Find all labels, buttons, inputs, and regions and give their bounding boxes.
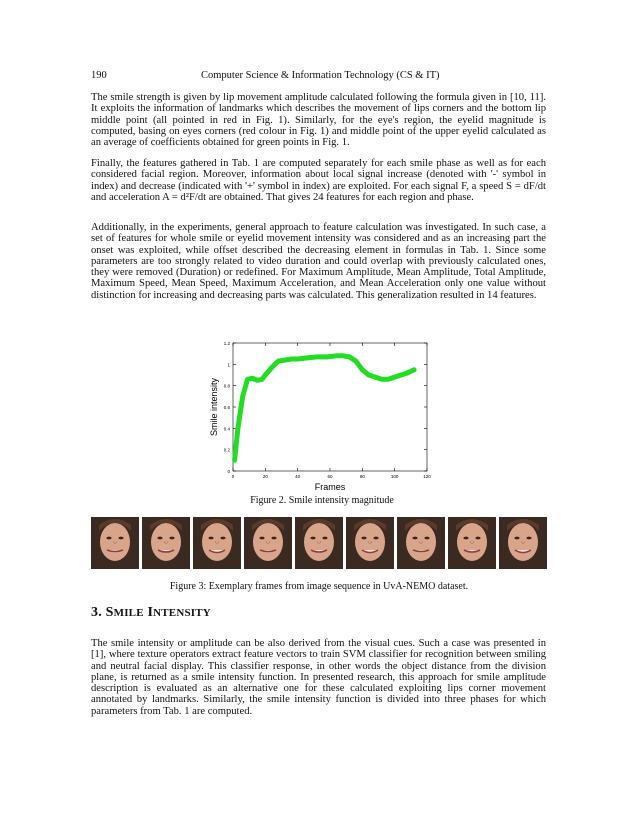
face-frame xyxy=(193,517,241,569)
section-heading xyxy=(91,605,211,621)
face-image xyxy=(193,517,241,569)
face-image xyxy=(499,517,547,569)
x-axis-label: Frames xyxy=(314,482,346,492)
x-tick-label: 100 xyxy=(390,474,399,479)
face-frame-strip xyxy=(91,517,547,571)
face-frame xyxy=(142,517,190,569)
face-image xyxy=(244,517,292,569)
face-frame xyxy=(346,517,394,569)
face-frame xyxy=(295,517,343,569)
smile-intensity-series-line xyxy=(235,356,415,461)
smile-intensity-chart xyxy=(195,335,445,495)
face-frame xyxy=(448,517,496,569)
figure-2-caption: Figure 2. Smile intensity magnitude xyxy=(250,495,394,506)
face-image xyxy=(397,517,445,569)
face-frame xyxy=(91,517,139,569)
face-image xyxy=(448,517,496,569)
face-frame xyxy=(244,517,292,569)
section-title-initial-1: S xyxy=(105,605,114,620)
section-title-rest-1: MILE xyxy=(113,607,144,619)
face-image xyxy=(346,517,394,569)
paragraph-2: Finally, the features gathered in Tab. 1 are computed separately for each smile phase as well as for each considered facial region. Moreover, information about local signal increase (denoted with '-' symbol in index) and decrease (indicated with '+' symbol in index) are exploited. For each signal F, a speed S = dF/dt and acceleration A = d²F/dt are obtained. That gives 24 features for each region and phase. xyxy=(91,158,546,203)
x-tick-label: 0 xyxy=(231,474,235,479)
paragraph-1: The smile strength is given by lip movement amplitude calculated following the formula given in [10, 11]. It exploits the information of landmarks which describes the movement of lips corners and the bottom lip middle point (all pointed in red in Fig. 1). Similarly, for the eye's region, the eyelid magnitude is computed, basing on eyes corners (red colour in Fig. 1) and middle point of the upper eyelid calculated as an average of coefficients obtained for green points in Fig. 1. xyxy=(91,92,546,149)
y-tick-label: 0.8 xyxy=(223,383,230,389)
section-title-rest-2: NTENSITY xyxy=(153,607,211,619)
face-frame xyxy=(397,517,445,569)
y-tick-label: 0 xyxy=(227,469,230,474)
figure-3-caption: Figure 3: Exemplary frames from image sequence in UvA-NEMO dataset. xyxy=(169,581,469,592)
face-frame xyxy=(499,517,547,569)
face-image xyxy=(142,517,190,569)
face-image xyxy=(295,517,343,569)
paragraph-4: The smile intensity or amplitude can be also derived from the visual cues. Such a case was presented in [1], where texture operators extract feature vectors to train SVM classifier for recognition between smiling and neutral facial display. This classifier response, in other words the object distance from the division plane, is returned as a smile intensity function. In presented research, this approach for smile amplitude description is evaluated as an alternative one for these calculated exploiting lips corner movement annotated by landmarks. Similarly, the smile intensity function is divided into three phases for which parameters from Tab. 1 are computed. xyxy=(91,638,546,717)
y-tick-label: 1.2 xyxy=(223,341,230,346)
y-tick-label: 0.2 xyxy=(223,447,230,453)
y-tick-label: 0.4 xyxy=(223,426,230,432)
page-number: 190 xyxy=(91,70,107,81)
plot-frame xyxy=(233,343,427,471)
section-title-initial-2: I xyxy=(147,605,154,620)
y-tick-label: 0.6 xyxy=(223,405,230,410)
y-axis-label: Smile intensity xyxy=(209,377,219,437)
x-tick-label: 60 xyxy=(327,474,333,479)
x-tick-label: 80 xyxy=(359,474,365,479)
paragraph-3: Additionally, in the experiments, general approach to feature calculation was investigated. In such case, a set of features for whole smile or eyelid movement intensity was considered and as an increasing part the onset was exploited, while offset described the decreasing element in formulas in Tab. 1. Since some parameters are too strongly related to video duration and could overlap with previously calculated ones, they were removed (Duration) or redefined. For Maximum Amplitude, Mean Amplitude, Total Amplitude, Maximum Speed, Mean Speed, Maximum Acceleration, and Mean Acceleration only one value without distinction for increasing and decreasing parts was calculated. This generalization resulted in 14 features. xyxy=(91,222,546,301)
y-tick-label: 1 xyxy=(227,362,230,368)
x-tick-label: 40 xyxy=(295,474,301,479)
x-tick-label: 20 xyxy=(262,474,268,479)
section-number: 3. xyxy=(91,605,102,620)
face-image xyxy=(91,517,139,569)
x-tick-label: 120 xyxy=(423,474,431,479)
journal-title: Computer Science & Information Technology (CS & IT) xyxy=(201,70,440,81)
